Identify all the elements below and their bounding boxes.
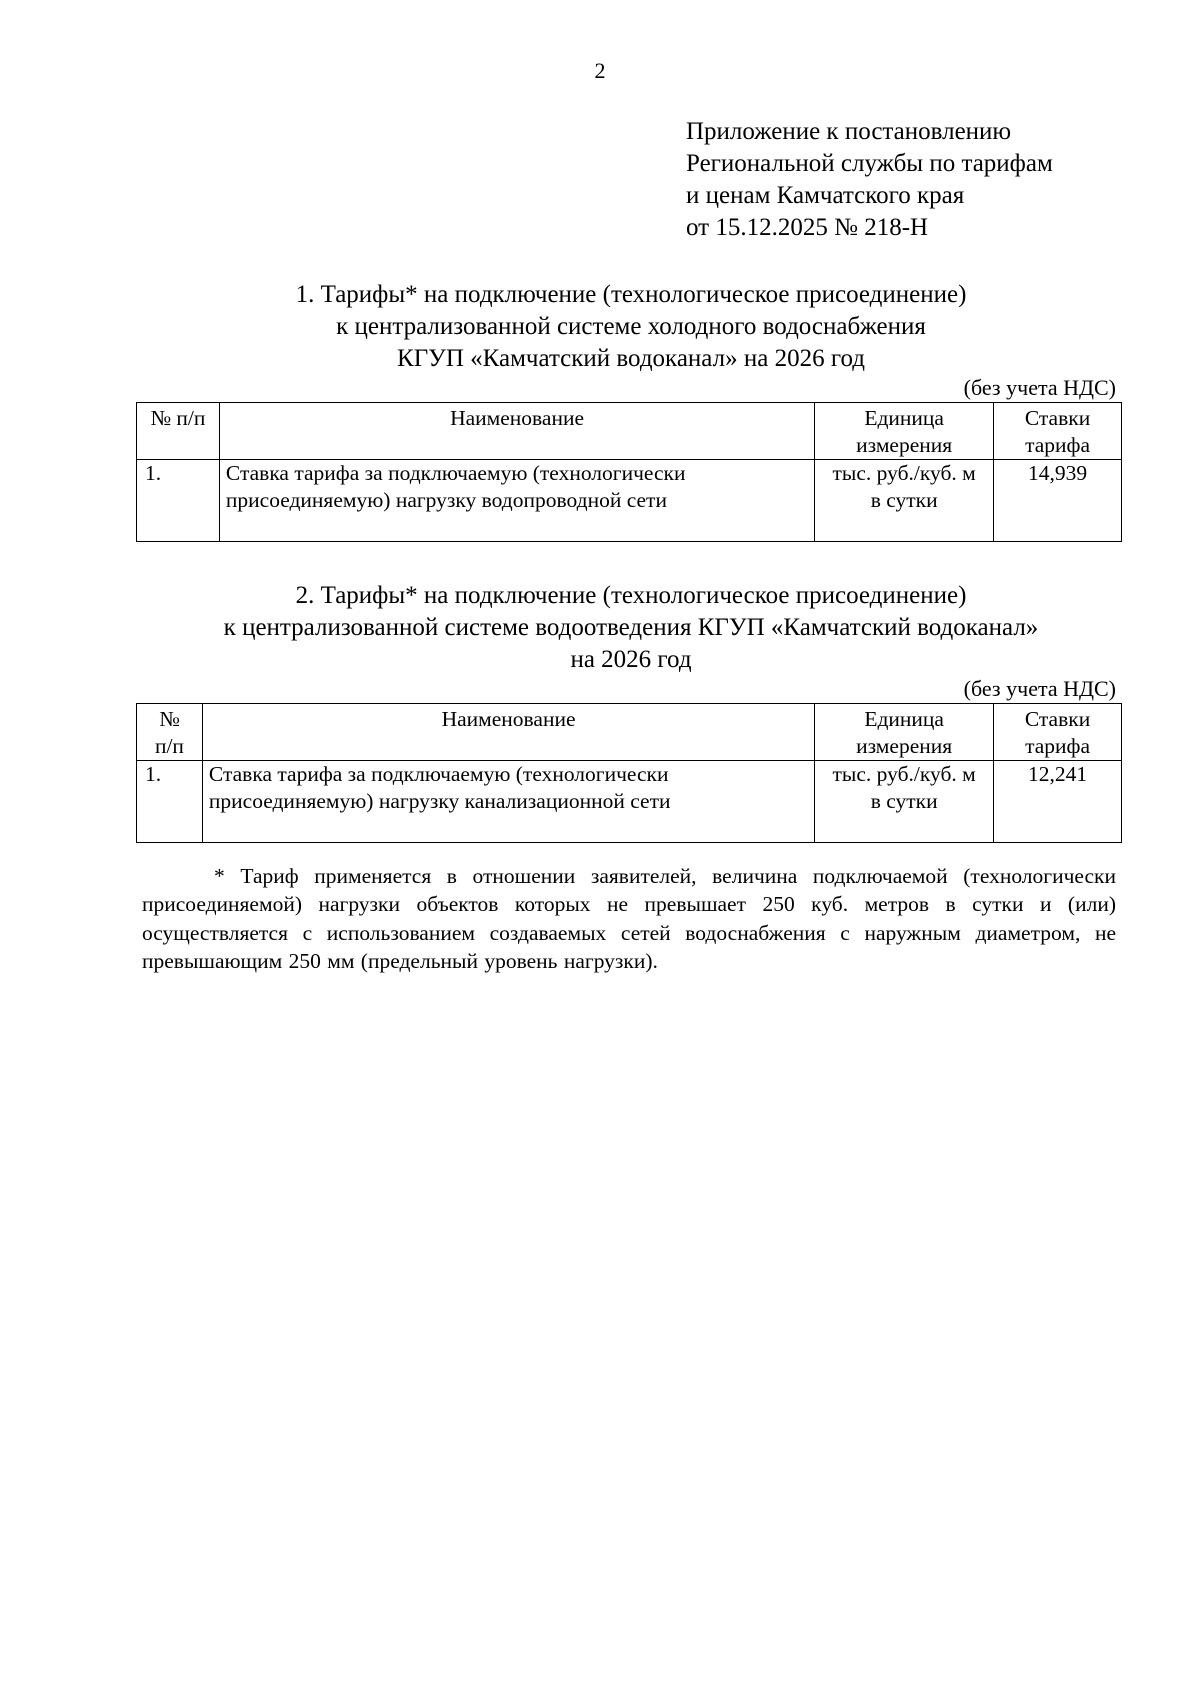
section-2-title-line: на 2026 год	[570, 646, 692, 673]
section-1-vat-note: (без учета НДС)	[963, 375, 1116, 400]
section-2-title-line: 2. Тарифы* на подключение (технологическое присоединение)	[295, 582, 967, 609]
header-unit-line: Единица	[864, 406, 944, 430]
appendix-header	[686, 116, 1053, 244]
section-1-title-line: к централизованной системе холодного водоснабжения	[336, 313, 926, 340]
appendix-line: от 15.12.2025 № 218-Н	[686, 214, 929, 241]
row-rate: 14,939	[994, 460, 1122, 542]
row-name-line: присоединяемую) нагрузку канализационной сети	[208, 789, 671, 813]
section-1-tariff-table	[136, 402, 1122, 542]
header-unit-line: измерения	[856, 734, 953, 758]
appendix-line: и ценам Камчатского края	[686, 182, 965, 209]
row-num: 1.	[137, 761, 203, 843]
section-1-title	[0, 279, 1200, 375]
row-unit-line: в сутки	[870, 789, 938, 813]
row-rate: 12,241	[994, 761, 1122, 843]
section-2-vat-note: (без учета НДС)	[963, 676, 1116, 701]
header-name: Наименование	[202, 704, 814, 761]
row-name-line: Ставка тарифа за подключаемую (технологически	[225, 461, 686, 485]
table-row	[137, 460, 1122, 542]
header-rate	[994, 704, 1122, 761]
page-number: 2	[594, 58, 606, 83]
section-1-title-line: 1. Тарифы* на подключение (технологическое присоединение)	[295, 281, 967, 308]
header-unit	[815, 403, 994, 460]
header-rate-line: Ставки	[1024, 707, 1091, 731]
row-name	[202, 761, 814, 843]
section-1-title-line: КГУП «Камчатский водоканал» на 2026 год	[397, 345, 865, 372]
row-unit-line: в сутки	[870, 488, 938, 512]
row-name	[219, 460, 814, 542]
header-rate-line: тарифа	[1025, 433, 1090, 457]
header-num: № п/п	[137, 403, 220, 460]
table-header-row	[137, 704, 1122, 761]
table-header-row	[137, 403, 1122, 460]
header-rate-line: тарифа	[1025, 734, 1090, 758]
row-unit-line: тыс. руб./куб. м	[832, 762, 976, 786]
row-num: 1.	[137, 460, 220, 542]
row-unit	[815, 460, 994, 542]
appendix-line: Приложение к постановлению	[686, 118, 1012, 145]
header-unit	[815, 704, 994, 761]
section-2-tariff-table	[136, 703, 1122, 843]
header-num	[137, 704, 203, 761]
header-num-line: №	[159, 707, 180, 731]
header-rate	[994, 403, 1122, 460]
header-name: Наименование	[219, 403, 814, 460]
header-rate-line: Ставки	[1024, 406, 1091, 430]
appendix-line: Региональной службы по тарифам	[686, 150, 1053, 177]
header-unit-line: измерения	[856, 433, 953, 457]
row-unit	[815, 761, 994, 843]
section-2-title-line: к централизованной системе водоотведения КГУП «Камчатский водоканал»	[223, 614, 1039, 641]
section-2-title	[0, 580, 1200, 676]
header-num-line: п/п	[154, 734, 184, 758]
table-row	[137, 761, 1122, 843]
footnote: * Тариф применяется в отношении заявителей, величина подключаемой (технологически присоединяемой) нагрузки объектов которых не превышает 250 куб. метров в сутки и (или) осуществляется с использованием создаваемых сетей водоснабжения с наружным диаметром, не превышающим 250 мм (предельный уровень нагрузки).	[142, 863, 1116, 973]
row-unit-line: тыс. руб./куб. м	[832, 461, 976, 485]
row-name-line: Ставка тарифа за подключаемую (технологически	[208, 762, 669, 786]
row-name-line: присоединяемую) нагрузку водопроводной сети	[225, 488, 667, 512]
header-unit-line: Единица	[864, 707, 944, 731]
